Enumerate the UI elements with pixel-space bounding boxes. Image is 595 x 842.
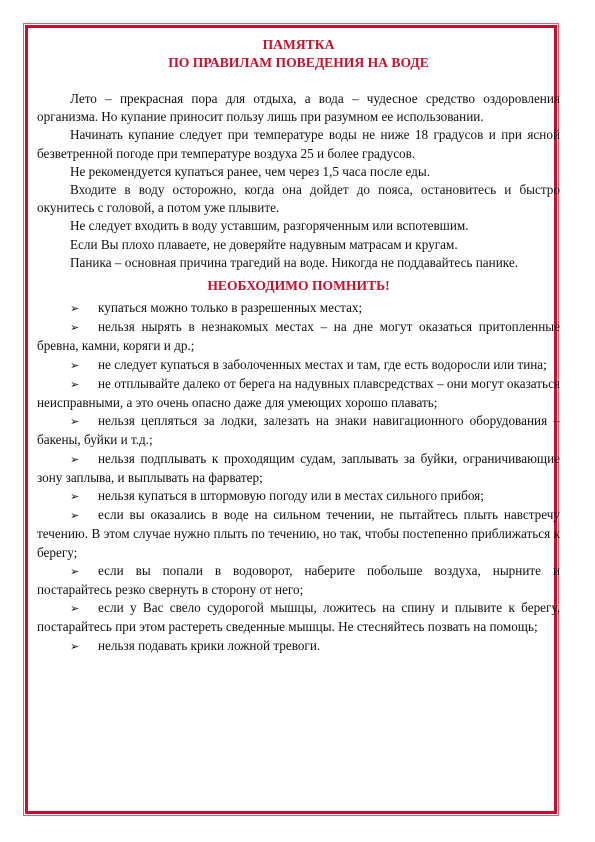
intro-paragraph: Если Вы плохо плаваете, не доверяйте надувным матрасам и кругам. <box>70 236 458 252</box>
list-item <box>37 356 560 375</box>
section-heading-remember: НЕОБХОДИМО ПОМНИТЬ! <box>207 278 390 294</box>
arrowhead-bullet-icon: ➢ <box>70 510 80 523</box>
list-item <box>37 318 560 355</box>
memo-document <box>37 36 560 656</box>
list-item <box>37 375 560 412</box>
intro-paragraph: Не рекомендуется купаться ранее, чем через 1,5 часа после еды. <box>70 163 431 179</box>
list-item <box>37 487 560 506</box>
list-item <box>37 299 560 318</box>
list-item <box>37 562 560 599</box>
arrowhead-bullet-icon: ➢ <box>70 378 80 391</box>
list-item <box>37 599 560 636</box>
list-item-text: не отплывайте далеко от берега на надувных плавсредствах – они могут оказаться неисправными, а это очень опасно даже для умеющих хорошо плавать; <box>37 375 560 411</box>
list-item-text: если вы оказались в воде на сильном течении, не пытайтесь плыть навстречу течению. В этом случае нужно плыть по течению, но так, чтобы постепенно приближаться к берегу; <box>37 507 560 560</box>
memo-title: ПАМЯТКА <box>262 37 335 52</box>
list-item-text: нельзя цепляться за лодки, залезать на знаки навигационного оборудования – бакены, буйки и т.д.; <box>37 413 560 448</box>
list-item-text: купаться можно только в разрешенных местах; <box>98 300 363 316</box>
list-item-text: нельзя нырять в незнакомых местах – на дне могут оказаться притопленные бревна, камни, коряги и др.; <box>37 319 560 354</box>
arrowhead-bullet-icon: ➢ <box>70 416 80 429</box>
list-item <box>37 412 560 449</box>
list-item-text: не следует купаться в заболоченных местах и там, где есть водоросли или тина; <box>98 356 547 372</box>
intro-paragraph: Паника – основная причина трагедий на воде. Никогда не поддавайтесь панике. <box>70 254 518 270</box>
list-item-text: нельзя подавать крики ложной тревоги. <box>98 637 321 653</box>
memo-subtitle: ПО ПРАВИЛАМ ПОВЕДЕНИЯ НА ВОДЕ <box>168 55 429 70</box>
list-item <box>37 506 560 562</box>
list-item <box>37 637 560 656</box>
list-item <box>37 450 560 487</box>
intro-section <box>37 90 560 272</box>
intro-paragraph: Лето – прекрасная пора для отдыха, а вода – чудесное средство оздоровления организма. Но купание приносит пользу лишь при разумном ее использовании. <box>37 91 560 125</box>
list-item-text: нельзя подплывать к проходящим судам, заплывать за буйки, ограничивающие зону заплыва, и выплывать на фарватер; <box>37 450 560 485</box>
arrowhead-bullet-icon: ➢ <box>70 359 80 372</box>
arrowhead-bullet-icon: ➢ <box>70 303 80 316</box>
rules-list <box>37 299 560 656</box>
arrowhead-bullet-icon: ➢ <box>70 603 80 616</box>
list-item-text: если вы попали в водоворот, наберите побольше воздуха, нырните и постарайтесь резко свернуть в сторону от него; <box>37 562 560 598</box>
list-item-text: нельзя купаться в штормовую погоду или в местах сильного прибоя; <box>98 488 484 504</box>
intro-paragraph: Начинать купание следует при температуре воды не ниже 18 градусов и при ясной безветренной погоде при температуре воздуха 25 и более градусов. <box>37 127 560 161</box>
intro-paragraph: Не следует входить в воду уставшим, разгоряченным или вспотевшим. <box>70 218 469 234</box>
intro-paragraph: Входите в воду осторожно, когда она дойдет до пояса, остановитесь и быстро окунитесь с головой, а потом уже плывите. <box>37 182 560 216</box>
arrowhead-bullet-icon: ➢ <box>70 322 80 335</box>
arrowhead-bullet-icon: ➢ <box>70 491 80 504</box>
arrowhead-bullet-icon: ➢ <box>70 640 80 653</box>
list-item-text: если у Вас свело судорогой мышцы, ложитесь на спину и плывите к берегу, постарайтесь при этом растереть сведенные мышцы. Не стесняйтесь позвать на помощь; <box>37 600 560 635</box>
arrowhead-bullet-icon: ➢ <box>70 565 80 578</box>
arrowhead-bullet-icon: ➢ <box>70 453 80 466</box>
